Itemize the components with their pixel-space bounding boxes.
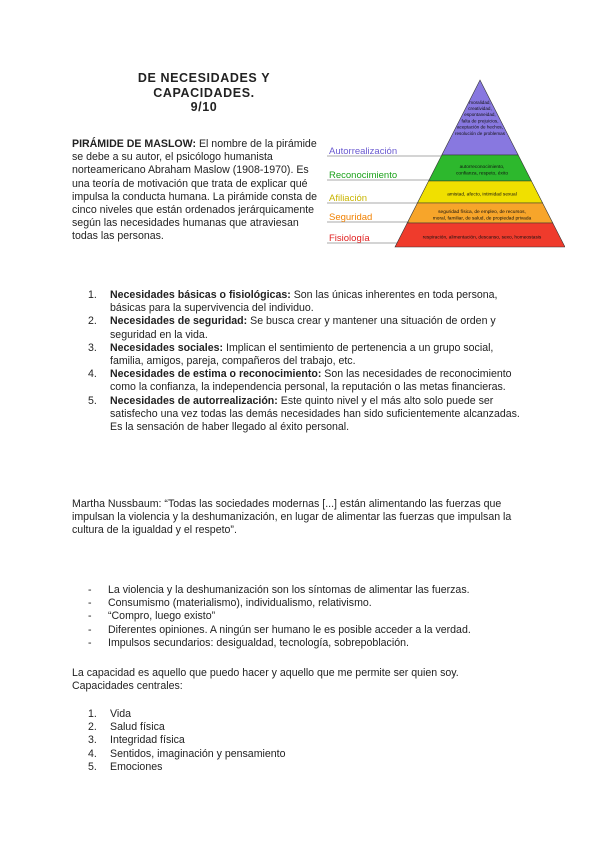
consequence-text: Consumismo (materialismo), individualismo, relativismo.: [108, 597, 372, 610]
pyramid-level-text: moral, familiar, de salud, de propiedad privada: [432, 216, 532, 222]
pyramid-level-label: Reconocimiento: [329, 170, 398, 181]
pyramid-level-text: amistad, afecto, intimidad sexual: [447, 192, 517, 198]
capacity-item: [86, 708, 386, 721]
dash-marker: -: [88, 584, 92, 596]
needs-item-number: 1.: [88, 289, 97, 301]
needs-item-number: 5.: [88, 394, 97, 407]
pyramid-level-text: espontaneidad,: [464, 112, 496, 118]
pyramid-level-text: seguridad física, de empleo, de recursos,: [438, 210, 526, 216]
pyramid-level-label: Seguridad: [329, 212, 373, 223]
needs-item-title: Necesidades de seguridad:: [110, 315, 248, 328]
pyramid-level-text: resolución de problemas: [454, 130, 506, 136]
needs-item-text: Son las necesidades de reconocimiento como la confianza, la independencia personal, la reputación o las metas financieras.: [110, 368, 512, 394]
needs-item-5: [86, 395, 521, 435]
pyramid-level-text: respiración, alimentación, descanso, sexo, homeostasis: [422, 235, 542, 241]
pyramid-level-text: aceptación de hechos,: [457, 124, 503, 130]
capacity-text: Salud física: [110, 721, 165, 734]
needs-item-4: [86, 368, 521, 394]
dash-marker: -: [88, 636, 92, 649]
needs-item-text: Implican el sentimiento de pertenencia a un grupo social, familia, amigos, pareja, compañeros del trabajo, etc.: [110, 341, 494, 368]
consequence-item: [88, 584, 471, 597]
page-title: [86, 71, 322, 115]
capacity-item: [86, 761, 386, 774]
needs-item-text: Se busca crear y mantener una situación de orden y seguridad en la vida.: [110, 315, 496, 341]
maslow-heading: PIRÁMIDE DE MASLOW:: [72, 138, 196, 150]
capacity-item: [86, 734, 386, 747]
needs-item-title: Necesidades sociales:: [110, 341, 224, 354]
capacity-text: Vida: [110, 708, 132, 720]
needs-list: [86, 289, 521, 434]
nussbaum-quote: Martha Nussbaum: “Todas las sociedades modernas [...] están alimentando las fuerzas que impulsan la violencia y la deshumanización, en lugar de alimentar las fuerzas que impulsan la cultura de la igualdad y el respeto”.: [72, 498, 512, 537]
needs-item-number: 4.: [88, 368, 97, 381]
needs-item-text: Este quinto nivel y el más alto solo puede ser satisfecho una vez todas las demás necesidades han sido suficientemente alcanzadas. Es la sensación de haber llegado al éxito personal.: [110, 394, 520, 434]
capacity-text: Emociones: [110, 760, 163, 773]
capacity-text: Integridad física: [110, 734, 185, 747]
title-line-2: CAPACIDADES.: [153, 85, 255, 100]
capacity-number: 2.: [88, 721, 97, 734]
consequence-item: [88, 637, 471, 650]
needs-item-title: Necesidades básicas o fisiológicas:: [110, 289, 291, 301]
capacity-number: 1.: [88, 708, 97, 720]
needs-item-title: Necesidades de estima o reconocimiento:: [110, 368, 322, 381]
title-line-1: DE NECESIDADES Y: [137, 71, 271, 85]
consequence-text: Impulsos secundarios: desigualdad, tecnología, sobrepoblación.: [108, 636, 409, 649]
needs-item-number: 3.: [88, 341, 97, 354]
dash-marker: -: [88, 610, 92, 623]
pyramid-level-text: moralidad,: [469, 99, 491, 105]
maslow-intro: [72, 138, 327, 244]
consequence-text: Diferentes opiniones. A ningún ser humano le es posible acceder a la verdad.: [108, 623, 471, 636]
dash-marker: -: [88, 623, 92, 636]
capacity-number: 3.: [88, 734, 97, 747]
capacity-number: 4.: [88, 747, 97, 760]
consequence-text: “Compro, luego existo”: [108, 610, 216, 623]
pyramid-level-text: falta de prejuicios,: [461, 118, 499, 124]
capacity-text: Sentidos, imaginación y pensamiento: [110, 747, 286, 760]
maslow-intro-text: El nombre de la pirámide se debe a su autor, el psicólogo humanista norteamericano Abraham Maslow (1908-1970). Es una teoría de motivación que trata de explicar qué impulsa la conducta humana. La pirámide consta de cinco niveles que están ordenados jerárquicamente según las necesidades humanas que atraviesan todas las personas.: [72, 138, 317, 243]
needs-item-text: Son las únicas inherentes en toda persona, básicas para la supervivencia del individuo.: [110, 289, 498, 315]
needs-item-number: 2.: [88, 315, 97, 328]
capacity-item: [86, 748, 386, 761]
pyramid-level-text: autorreconocimiento,: [459, 165, 505, 171]
needs-item-1: [86, 289, 521, 315]
capacity-definition: [72, 667, 532, 693]
title-line-3: 9/10: [190, 100, 218, 114]
needs-item-title: Necesidades de autorrealización:: [110, 394, 278, 407]
consequence-item: [88, 597, 471, 610]
capacities-list: [86, 708, 386, 774]
consequence-item: [88, 624, 471, 637]
needs-item-3: [86, 342, 521, 368]
pyramid-level-label: Autorrealización: [329, 146, 398, 157]
pyramid-level-label: Afiliación: [329, 193, 368, 204]
maslow-pyramid: [325, 77, 565, 249]
capacity-number: 5.: [88, 760, 97, 773]
pyramid-level-label: Fisiología: [329, 233, 370, 244]
consequences-list: [88, 584, 471, 650]
pyramid-level-text: creatividad,: [468, 106, 492, 111]
needs-item-2: [86, 315, 521, 341]
capacity-line-1: La capacidad es aquello que puedo hacer y aquello que me permite ser quien soy.: [72, 667, 459, 679]
capacity-line-2: Capacidades centrales:: [72, 680, 183, 693]
dash-marker: -: [88, 597, 92, 610]
consequence-text: La violencia y la deshumanización son los síntomas de alimentar las fuerzas.: [108, 584, 470, 596]
pyramid-level-text: confianza, respeto, éxito: [456, 171, 508, 177]
consequence-item: [88, 610, 471, 623]
capacity-item: [86, 721, 386, 734]
